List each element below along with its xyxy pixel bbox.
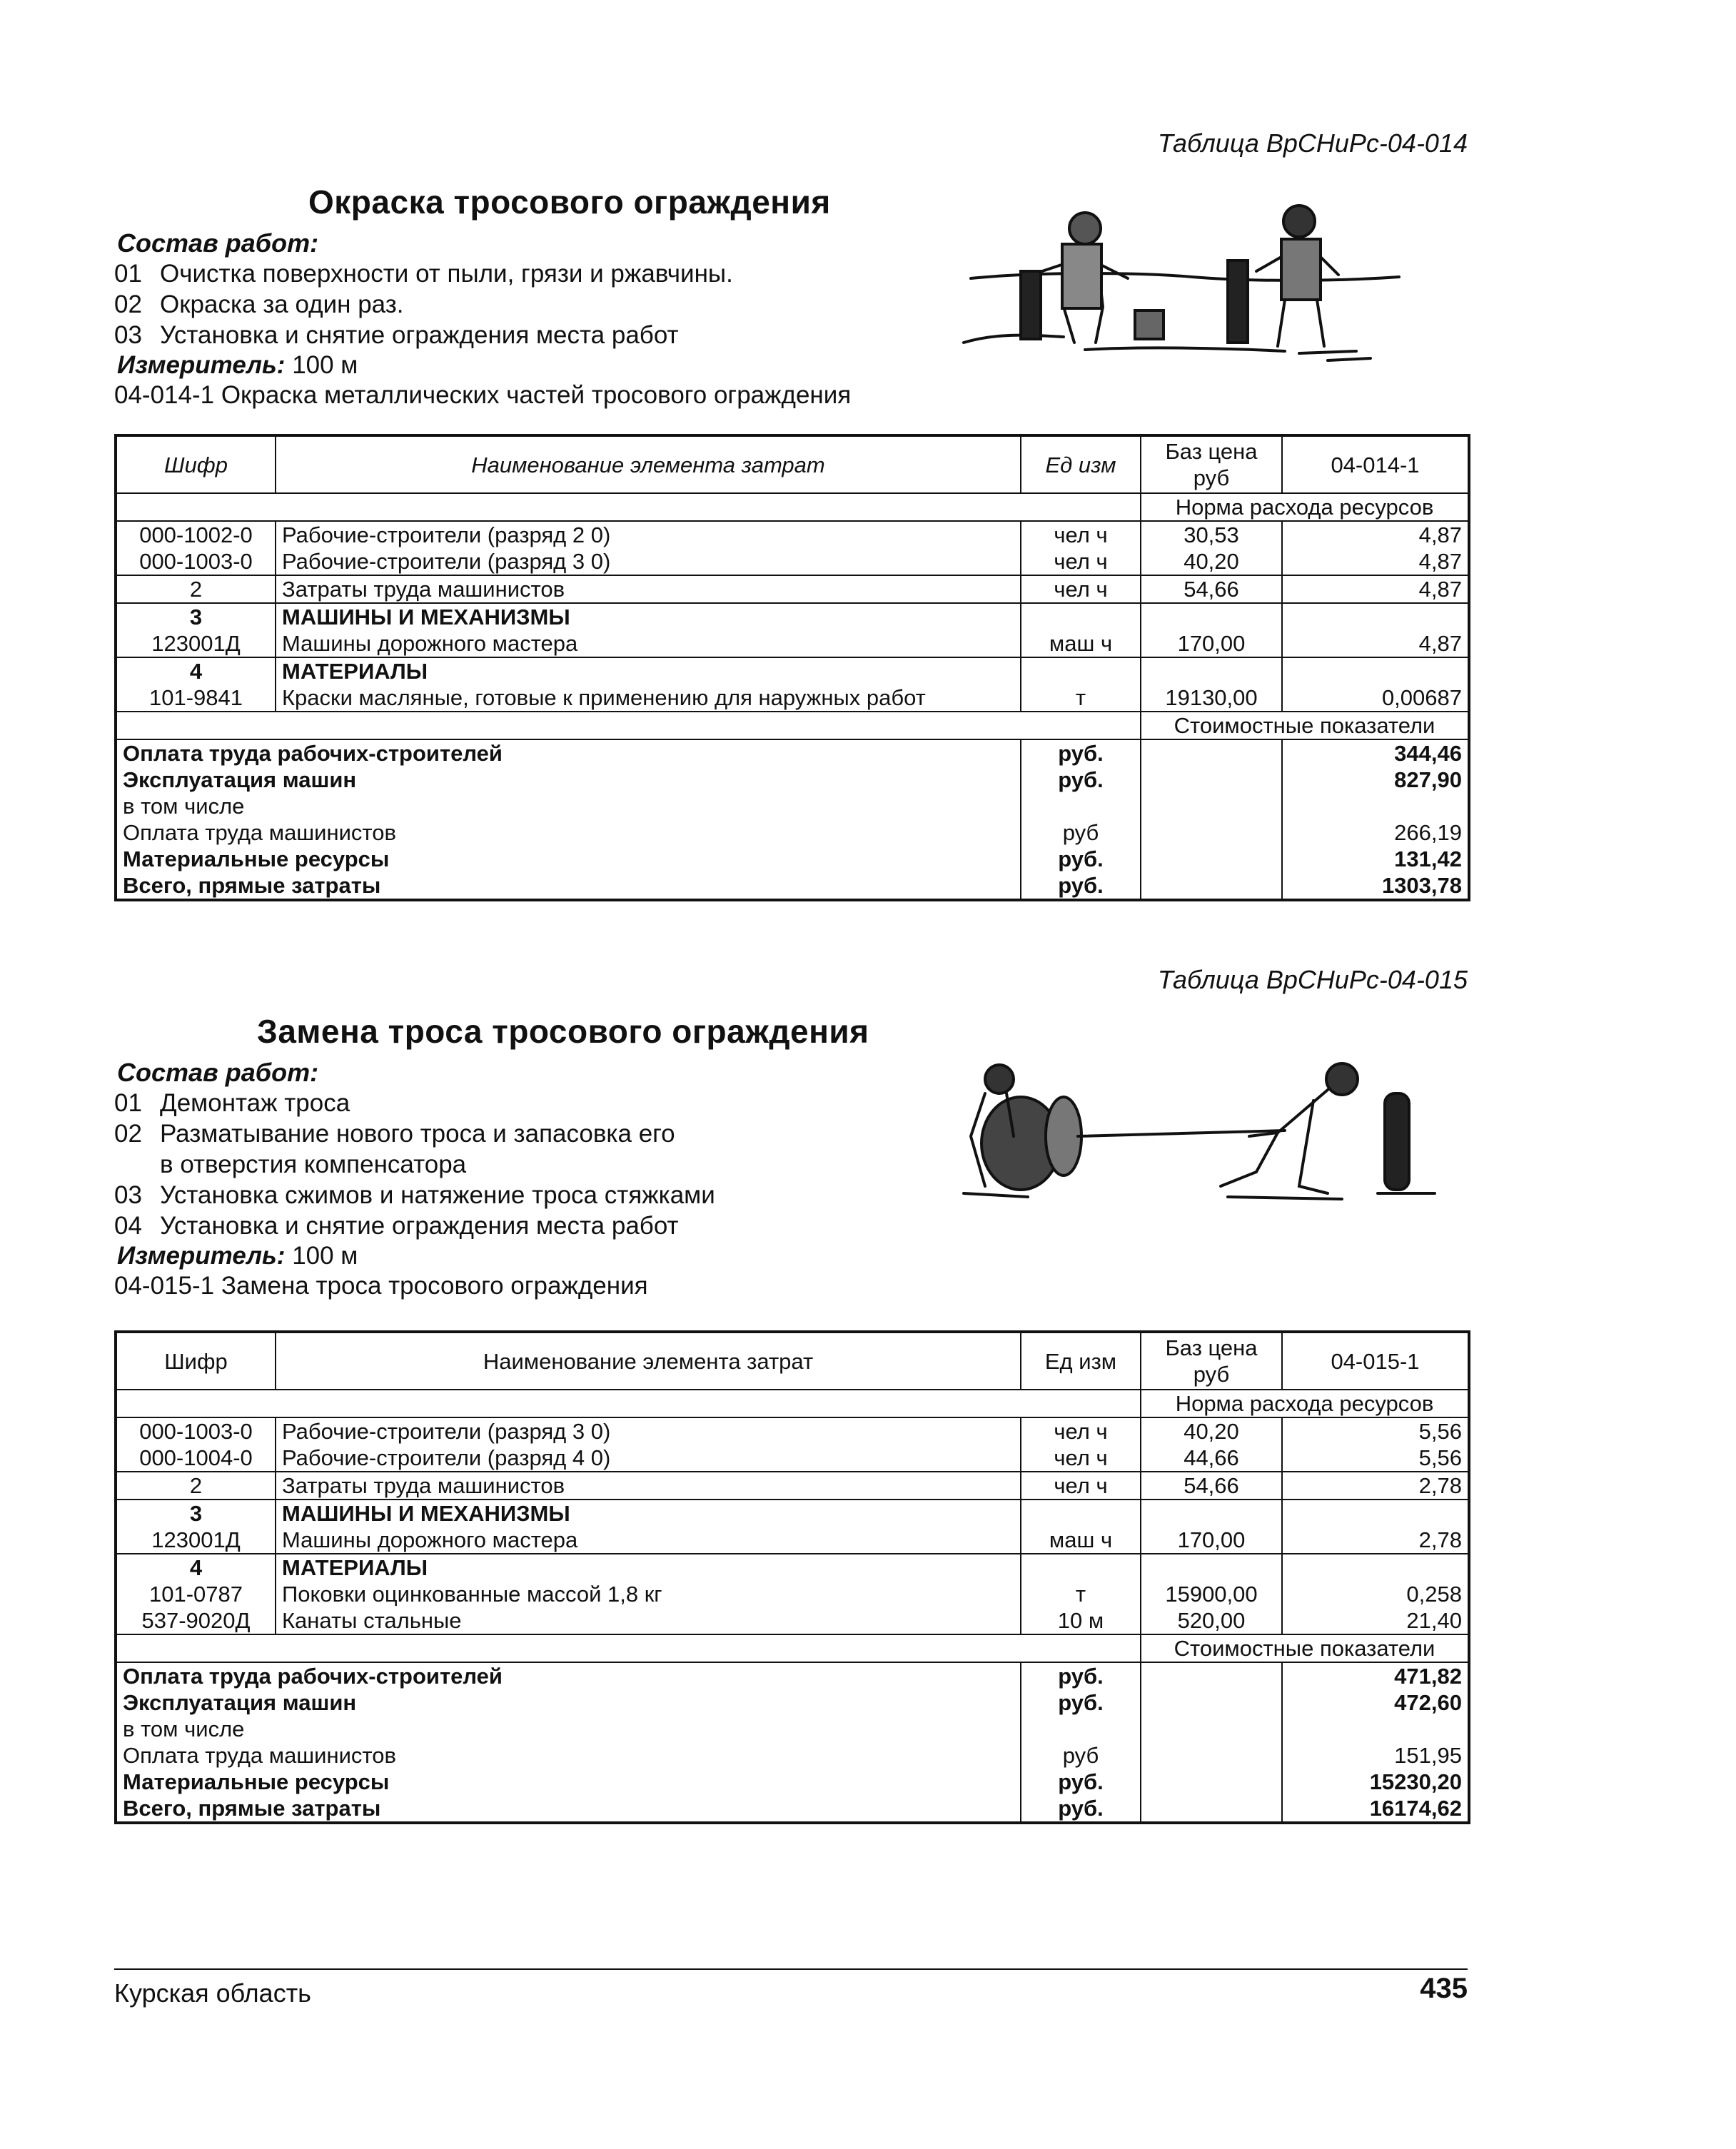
table-row: 000-1003-0 Рабочие-строители (разряд 3 0) чел ч 40,20 4,87 [116,548,1469,575]
table-section-04-014 [114,128,1468,914]
cost-row: Эксплуатация машин руб. 472,60 [116,1689,1469,1716]
work-item: 01 Очистка поверхности от пыли, грязи и ржавчины. [114,260,733,288]
meter: Измеритель: 100 м [117,351,358,379]
table-row: 3 МАШИНЫ И МЕХАНИЗМЫ [116,1500,1469,1527]
cost-caption: Стоимостные показатели [1141,1634,1469,1662]
header-name: Наименование элемента затрат [276,435,1021,493]
table-row: 3 МАШИНЫ И МЕХАНИЗМЫ [116,603,1469,630]
header-price: Баз цена руб [1141,435,1282,493]
workers-painting-illustration [957,200,1406,371]
header-name: Наименование элемента затрат [276,1332,1021,1390]
work-item: 02 Окраска за один раз. [114,290,404,318]
cost-row: Оплата труда машинистов руб 266,19 [116,819,1469,846]
header-column: 04-014-1 [1282,435,1469,493]
work-item: 04 Установка и снятие ограждения места работ [114,1212,679,1240]
cost-caption-row [116,1634,1469,1662]
code-line: 04-015-1 Замена троса тросового ограждения [114,1272,648,1300]
cost-row: Оплата труда рабочих-строителей руб. 344,46 [116,739,1469,767]
header-code: Шифр [116,1332,276,1390]
table-row: 4 МАТЕРИАЛЫ [116,657,1469,684]
work-list [114,258,733,350]
table-section-04-015 [114,965,1468,1836]
table-row: 123001Д Машины дорожного мастера маш ч 170,00 2,78 [116,1527,1469,1554]
page-number: 435 [1420,1973,1468,2004]
table-row: 537-9020Д Канаты стальные 10 м 520,00 21,40 [116,1607,1469,1634]
header-unit: Ед изм [1021,1332,1141,1390]
work-item: 01 Демонтаж троса [114,1089,350,1117]
cost-table [114,1330,1470,1824]
table-row: 2 Затраты труда машинистов чел ч 54,66 2,78 [116,1472,1469,1500]
table-row: 101-9841 Краски масляные, готовые к применению для наружных работ т 19130,00 0,00687 [116,684,1469,712]
norm-caption-row [116,1390,1469,1417]
table-row: 101-0787 Поковки оцинкованные массой 1,8 кг т 15900,00 0,258 [116,1581,1469,1607]
table-row: 4 МАТЕРИАЛЫ [116,1554,1469,1581]
norm-caption: Норма расхода ресурсов [1141,1390,1469,1417]
cost-caption: Стоимостные показатели [1141,712,1469,739]
work-composition-heading: Состав работ: [117,1058,319,1087]
work-composition-heading: Состав работ: [117,228,319,258]
footer-divider [114,1968,1468,1970]
table-label: Таблица ВрСНиРс-04-014 [1157,128,1468,158]
work-item: 03 Установка сжимов и натяжение троса стяжками [114,1181,715,1209]
header-price: Баз цена руб [1141,1332,1282,1390]
cost-row: Материальные ресурсы руб. 15230,20 [116,1769,1469,1795]
work-item: в отверстия компенсатора [160,1151,467,1178]
code-line: 04-014-1 Окраска металлических частей тросового ограждения [114,381,852,409]
section-title: Замена троса тросового ограждения [257,1013,869,1050]
header-column: 04-015-1 [1282,1332,1469,1390]
workers-pulling-cable-illustration [942,1051,1442,1215]
work-item: 03 Установка и снятие ограждения места работ [114,321,679,349]
cost-row: Всего, прямые затраты руб. 16174,62 [116,1795,1469,1823]
cost-row: Материальные ресурсы руб. 131,42 [116,846,1469,872]
header-code: Шифр [116,435,276,493]
cost-row: Оплата труда рабочих-строителей руб. 471,82 [116,1662,1469,1689]
header-unit: Ед изм [1021,435,1141,493]
cost-row: Оплата труда машинистов руб 151,95 [116,1742,1469,1769]
table-header-row [116,1332,1469,1390]
cost-row: Всего, прямые затраты руб. 1303,78 [116,872,1469,900]
work-item: 02 Разматывание нового троса и запасовка его [114,1120,675,1148]
cost-row: в том числе [116,1716,1469,1742]
table-label: Таблица ВрСНиРс-04-015 [1157,965,1468,994]
meter: Измеритель: 100 м [117,1242,358,1270]
cost-caption-row [116,712,1469,739]
cost-table [114,434,1470,901]
table-row: 2 Затраты труда машинистов чел ч 54,66 4,87 [116,575,1469,603]
norm-caption: Норма расхода ресурсов [1141,493,1469,521]
table-row: 000-1002-0 Рабочие-строители (разряд 2 0) чел ч 30,53 4,87 [116,521,1469,548]
table-row: 000-1003-0 Рабочие-строители (разряд 3 0) чел ч 40,20 5,56 [116,1417,1469,1445]
section-title: Окраска тросового ограждения [308,183,831,221]
table-row: 000-1004-0 Рабочие-строители (разряд 4 0) чел ч 44,66 5,56 [116,1445,1469,1472]
work-list [114,1088,715,1241]
footer-region: Курская область [114,1978,311,2008]
cost-row: в том числе [116,793,1469,819]
table-header-row [116,435,1469,493]
norm-caption-row [116,493,1469,521]
cost-row: Эксплуатация машин руб. 827,90 [116,767,1469,793]
table-row: 123001Д Машины дорожного мастера маш ч 170,00 4,87 [116,630,1469,657]
